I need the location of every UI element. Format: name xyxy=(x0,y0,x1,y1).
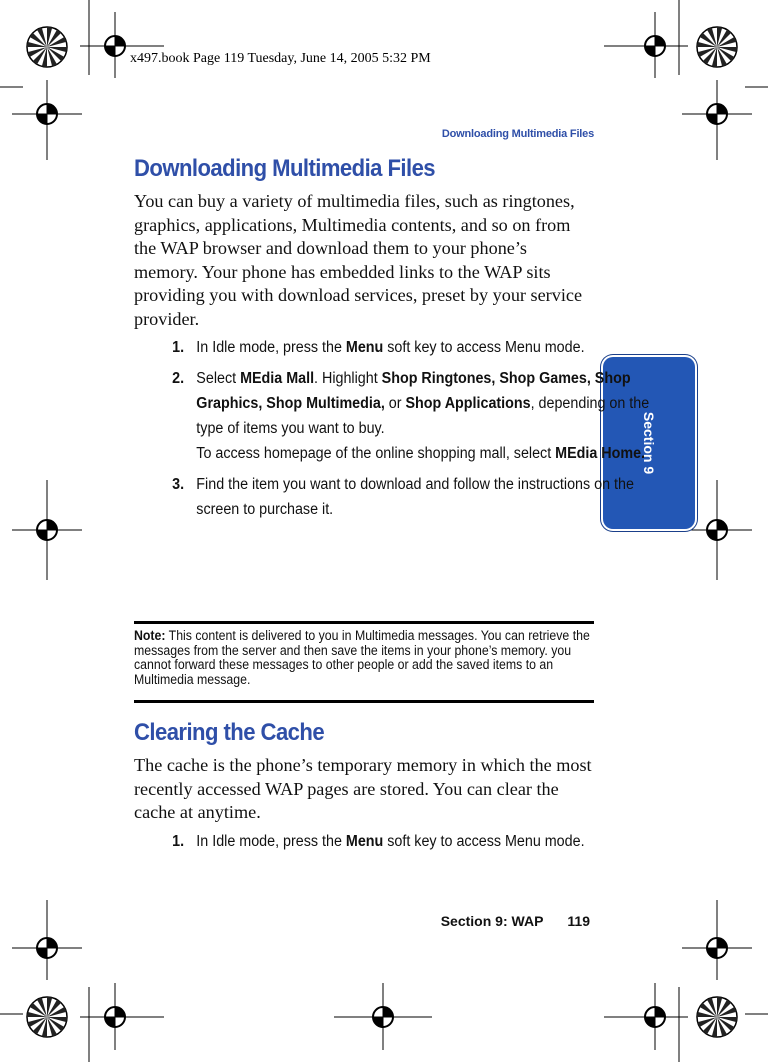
page-footer xyxy=(441,913,590,929)
step-subnote-menu: MEdia Home. xyxy=(555,445,646,462)
print-slug: x497.book Page 119 Tuesday, June 14, 2005 5:32 PM xyxy=(130,51,431,66)
step-text: soft key to access Menu mode. xyxy=(383,832,585,850)
step-number: 1. xyxy=(172,339,185,356)
step-item xyxy=(134,366,654,466)
step-number: 2. xyxy=(172,370,185,387)
section-heading: Downloading Multimedia Files xyxy=(134,155,436,182)
starburst-mark xyxy=(697,27,737,67)
starburst-mark xyxy=(27,27,67,67)
step-text: , depending on the type of items you want to buy. xyxy=(196,395,650,437)
step-number: 3. xyxy=(172,476,185,493)
step-text: or xyxy=(384,395,406,412)
section-tab-label: Section 9 xyxy=(641,411,657,475)
step-number: 1. xyxy=(172,832,185,850)
step-key-name: Menu xyxy=(345,832,384,850)
note-text: This content is delivered to you in Multimedia messages. You can retrieve the messages from the server and then save the items in your phone’s memory. you cannot forward these messages to other people or add the saved items to an Multimedia message. xyxy=(134,628,590,687)
section-body: You can buy a variety of multimedia files, such as ringtones, graphics, applications, Multimedia contents, and so on from the WAP browser and download them to your phone’s memory. Your phone has embedded links to the WAP sits providing you with download services, preset by your service provider. xyxy=(134,191,583,329)
step-text: In Idle mode, press the xyxy=(196,832,346,850)
step-menu-option: Shop Applications xyxy=(405,395,531,412)
step-text: Select xyxy=(196,370,241,387)
section-clearing-cache xyxy=(134,719,594,860)
step-subnote-text: To access homepage of the online shopping mall, select xyxy=(196,445,556,462)
step-text: . Highlight xyxy=(314,370,382,387)
step-menu-options: Shop Ringtones, Shop Games, Shop Graphics, Shop Multimedia, xyxy=(196,370,631,412)
step-menu-name: MEdia Mall xyxy=(240,370,315,387)
footer-section-label: Section 9: WAP xyxy=(440,913,544,929)
note-box xyxy=(134,621,594,703)
running-header: Downloading Multimedia Files xyxy=(441,128,594,140)
section-heading: Clearing the Cache xyxy=(134,719,325,746)
step-key-name: Menu xyxy=(345,339,384,356)
step-text: In Idle mode, press the xyxy=(196,339,346,356)
section-body: The cache is the phone’s temporary memory in which the most recently accessed WAP pages are stored. You can clear the cache at anytime. xyxy=(134,755,592,822)
step-item xyxy=(134,335,654,360)
starburst-mark xyxy=(697,997,737,1037)
step-text: soft key to access Menu mode. xyxy=(383,339,585,356)
step-list xyxy=(134,829,594,854)
starburst-mark xyxy=(27,997,67,1037)
step-text: Find the item you want to download and follow the instructions on the screen to purchase it. xyxy=(196,476,634,518)
step-item xyxy=(134,829,654,854)
note-label: Note: xyxy=(134,628,166,643)
step-item xyxy=(134,472,654,522)
step-subnote xyxy=(196,441,654,466)
page-number: 119 xyxy=(567,913,590,929)
